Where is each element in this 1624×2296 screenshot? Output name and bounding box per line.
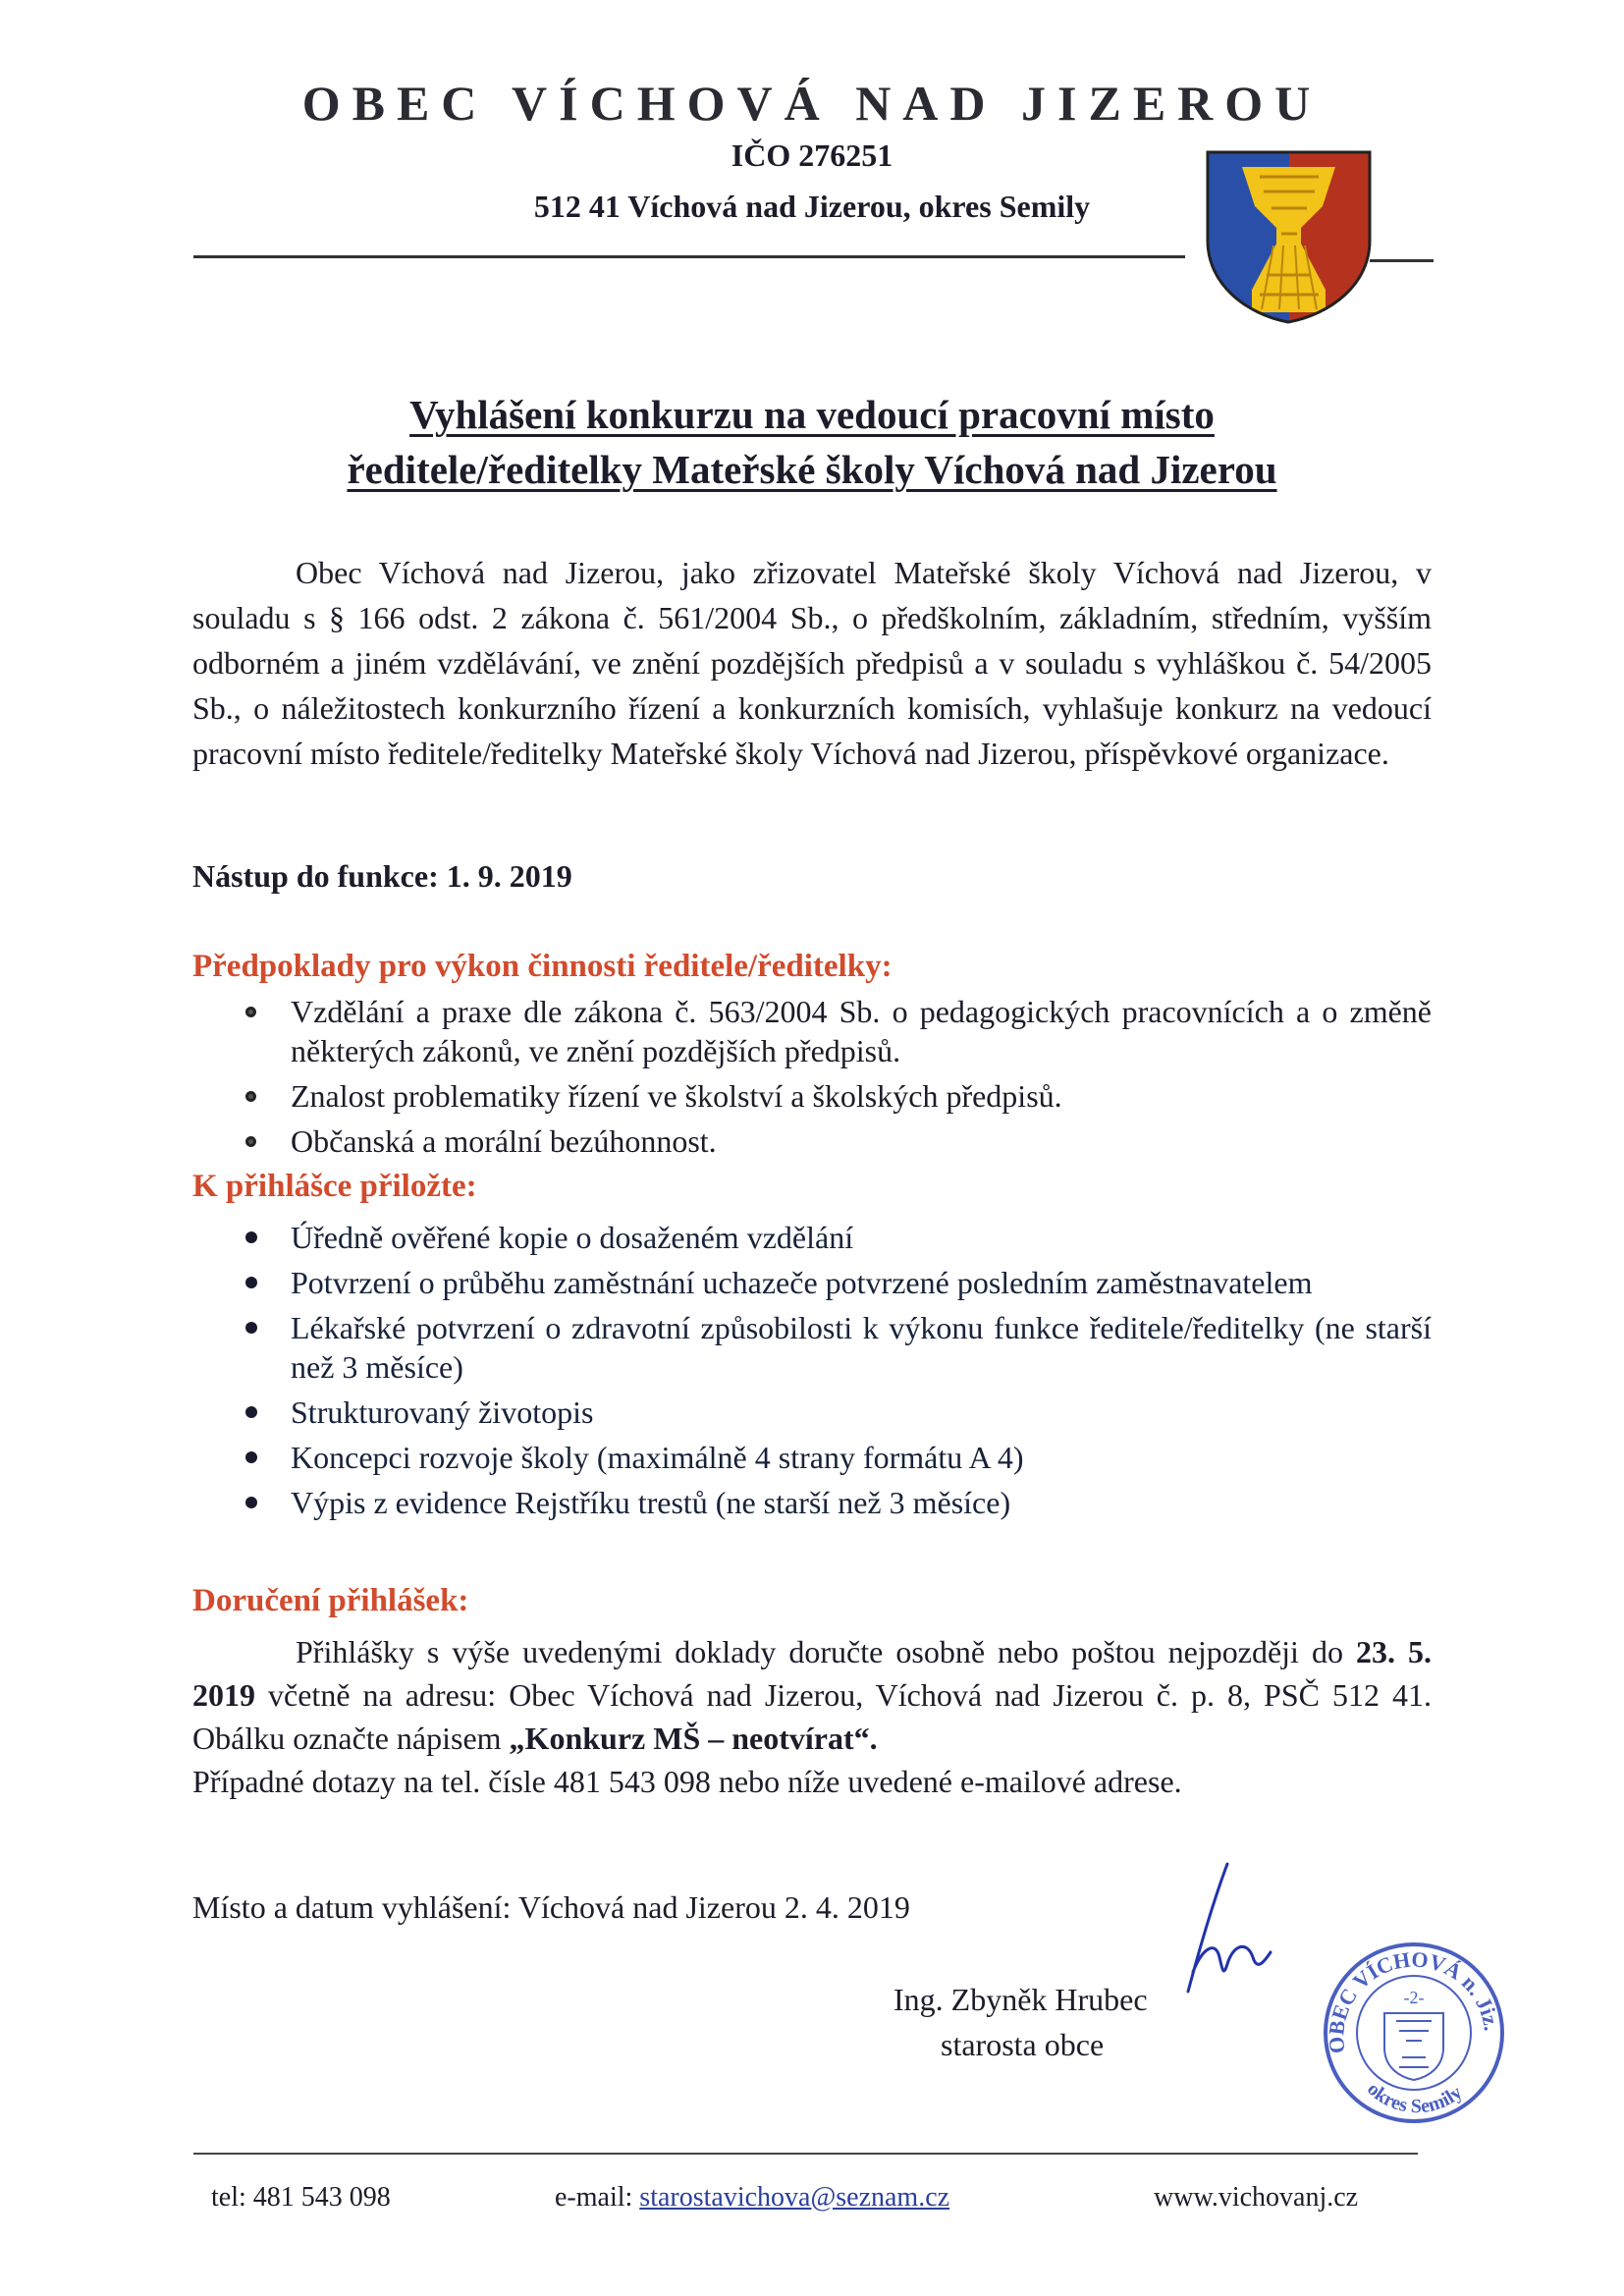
- list-item: Vzdělání a praxe dle zákona č. 563/2004 Sb. o pedagogických pracovnících a o změně některých zákonů, ve znění pozdějších předpisů.: [192, 992, 1432, 1070]
- list-item: Potvrzení o průběhu zaměstnání uchazeče potvrzené posledním zaměstnavatelem: [192, 1263, 1432, 1302]
- list-item: Občanská a morální bezúhonnost.: [192, 1121, 1432, 1161]
- official-stamp-icon: [1316, 1935, 1512, 2131]
- delivery-text-b: včetně na adresu: Obec Víchová nad Jizerou, Víchová nad Jizerou č. p. 8, PSČ 512 41. Obálku označte nápisem: [192, 1677, 1432, 1756]
- email-link[interactable]: starostavichova@seznam.cz: [639, 2182, 950, 2213]
- attachments-list: [192, 1218, 1432, 1528]
- title-line-1: Vyhlášení konkurzu na vedoucí pracovní místo: [409, 392, 1215, 437]
- municipality-name: OBEC VÍCHOVÁ NAD JIZEROU: [301, 76, 1323, 131]
- envelope-label: „Konkurz MŠ – neotvírat“.: [509, 1721, 878, 1756]
- bullet-icon: [245, 1406, 257, 1418]
- list-item: Lékařské potvrzení o zdravotní způsobilosti k výkonu funkce ředitele/ředitelky (ne starší než 3 měsíce): [192, 1308, 1432, 1387]
- bullet-icon: [245, 1451, 257, 1463]
- footer-email: [555, 2182, 949, 2214]
- title-line-2: ředitele/ředitelky Mateřské školy Víchová nad Jizerou: [347, 447, 1277, 492]
- footer-divider: [193, 2153, 1418, 2155]
- delivery-heading: Doručení přihlášek:: [192, 1583, 469, 1618]
- contact-text: Případné dotazy na tel. čísle 481 543 098 nebo níže uvedené e-mailové adrese.: [192, 1764, 1182, 1799]
- list-item: Koncepci rozvoje školy (maximálně 4 strany formátu A 4): [192, 1438, 1432, 1477]
- header-divider-right: [1370, 259, 1434, 262]
- list-item: Úředně ověřené kopie o dosaženém vzdělání: [192, 1218, 1432, 1257]
- list-item: Strukturovaný životopis: [192, 1393, 1432, 1432]
- stamp-text-top: OBEC VÍCHOVÁ n. Jiz.: [1323, 1946, 1505, 2055]
- footer-email-label: e-mail:: [555, 2182, 640, 2213]
- place-date: Místo a datum vyhlášení: Víchová nad Jizerou 2. 4. 2019: [192, 1889, 910, 1925]
- stamp-text-bottom: okres Semily: [1363, 2078, 1467, 2118]
- signatory-name: Ing. Zbyněk Hrubec: [893, 1982, 1148, 2017]
- bullet-icon: [245, 1277, 257, 1288]
- footer-website[interactable]: www.vichovanj.cz: [1154, 2182, 1359, 2213]
- bullet-icon: [245, 1497, 257, 1508]
- bullet-icon: [245, 1136, 256, 1147]
- attachments-heading: K přihlášce přiložte:: [192, 1169, 477, 1204]
- coat-of-arms-icon: [1203, 147, 1375, 324]
- stamp-number: -2-: [1403, 1988, 1425, 2007]
- list-item: Výpis z evidence Rejstříku trestů (ne starší než 3 měsíce): [192, 1483, 1432, 1522]
- bullet-icon: [245, 1231, 257, 1243]
- delivery-text-a: Přihlášky s výše uvedenými doklady doručte osobně nebo poštou nejpozději do: [296, 1634, 1356, 1669]
- delivery-deadline: 23. 5. 2019: [192, 1634, 1433, 1713]
- ico-number: IČO 276251: [731, 137, 893, 173]
- prerequisites-heading: Předpoklady pro výkon činnosti ředitele/ředitelky:: [192, 949, 893, 984]
- bullet-icon: [245, 1091, 256, 1102]
- intro-paragraph: Obec Víchová nad Jizerou, jako zřizovatel Mateřské školy Víchová nad Jizerou, v souladu s § 166 odst. 2 zákona č. 561/2004 Sb., o předškolním, základním, středním, vyšším odborném a jiném vzdělávání, ve znění pozdějších předpisů a v souladu s vyhláškou č. 54/2005 Sb., o náležitostech konkurzního řízení a konkurzních komisích, vyhlašuje konkurz na vedoucí pracovní místo ředitele/ředitelky Mateřské školy Víchová nad Jizerou, příspěvkové organizace.: [192, 555, 1432, 771]
- bullet-icon: [245, 1322, 257, 1334]
- municipality-address: 512 41 Víchová nad Jizerou, okres Semily: [533, 189, 1091, 224]
- list-item: Znalost problematiky řízení ve školství a školských předpisů.: [192, 1076, 1432, 1116]
- start-date: Nástup do funkce: 1. 9. 2019: [192, 858, 572, 894]
- signatory-role: starosta obce: [941, 2027, 1105, 2062]
- prerequisites-list: [192, 992, 1432, 1161]
- footer-phone: tel: 481 543 098: [211, 2182, 391, 2213]
- delivery-paragraph: [192, 1630, 1432, 1803]
- header-divider: [193, 255, 1185, 258]
- bullet-icon: [245, 1007, 256, 1017]
- handwritten-signature: [1168, 1854, 1306, 2001]
